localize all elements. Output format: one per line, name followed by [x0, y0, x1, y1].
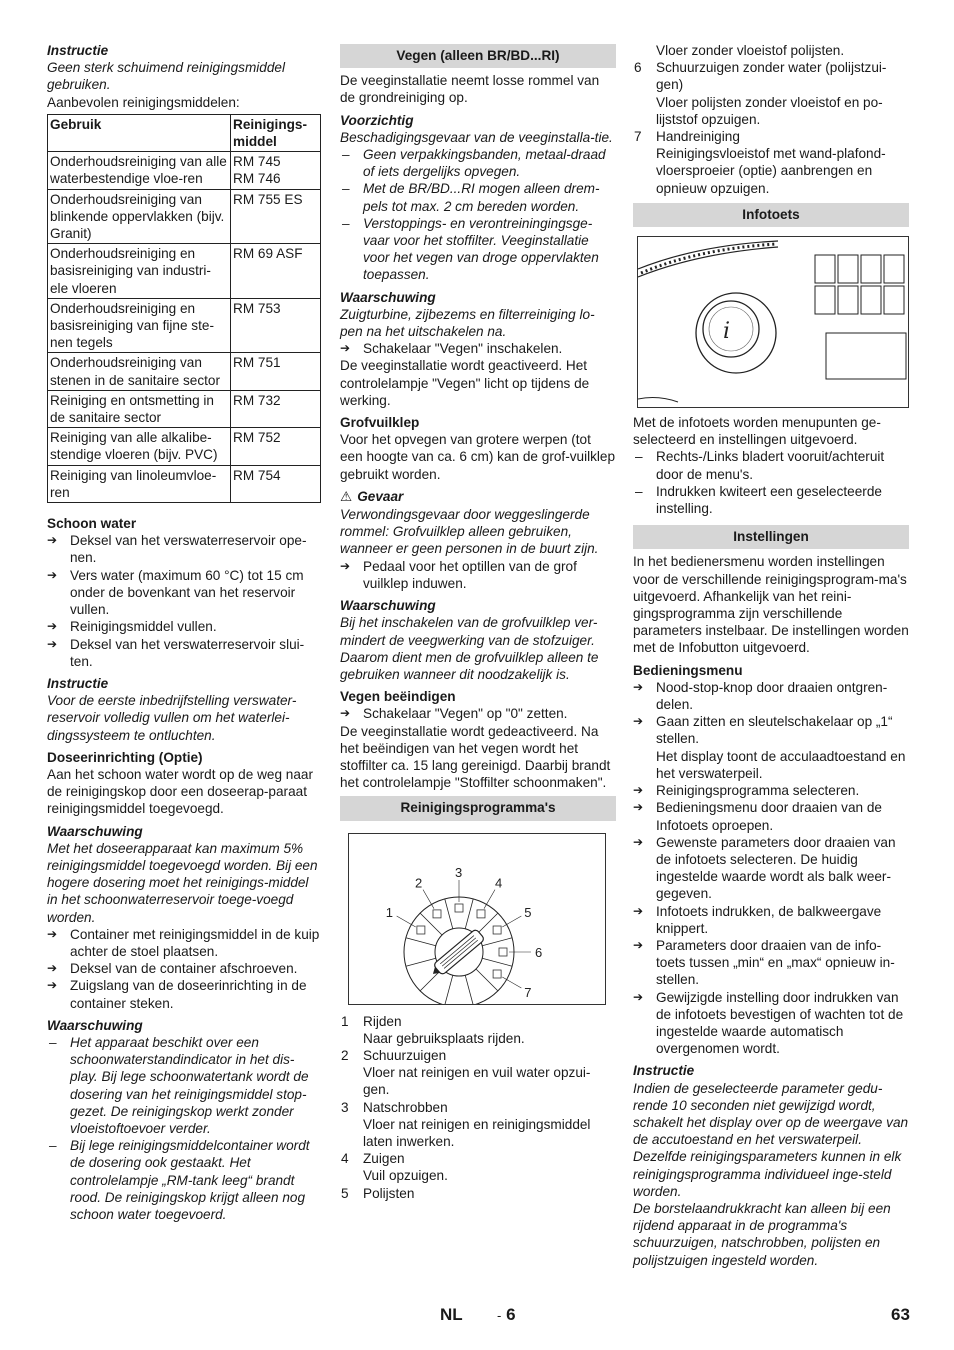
table-cell-middel: RM 751	[231, 353, 321, 390]
dial-sector-line	[465, 975, 473, 1004]
inst-text: In het bedienersmenu worden instellingen voor de verschillende reinigingsprogram-ma's uitgevoerd. Afhankelijk van het reini-gingsprogramma zijn verschillende parameters instelbaar. De instellingen worden met de Infobutton uitgevoerd.	[633, 554, 909, 656]
info-knob	[696, 293, 776, 373]
dose-steps	[47, 926, 321, 1012]
infotoets-figure	[637, 236, 909, 408]
table-row	[48, 298, 321, 353]
program-icon	[493, 970, 501, 978]
program-list	[340, 1013, 616, 1202]
footer-page: 63	[891, 1305, 910, 1324]
program-desc: Vloer nat reinigen en reinigingsmiddel laten inwerken.	[363, 1116, 591, 1149]
program-title: Schuurzuigen	[363, 1047, 447, 1063]
instructie-text2: De borstelaandrukkracht kan alleen bij een rijdend apparaat in de programma's schuurzuigen, natschrobben, polijsten en polijstzuigen ingesteld worden.	[633, 1200, 891, 1268]
table-header-middel: Reinigings-middel	[231, 114, 321, 151]
menu-steps	[633, 679, 909, 1057]
program-icon	[493, 926, 501, 934]
dial-sector-line	[445, 975, 453, 1004]
program-title: Zuigen	[363, 1151, 405, 1167]
warning-triangle-icon: ⚠	[340, 488, 353, 505]
table-row	[48, 189, 321, 244]
program-desc: Vloer nat reinigen en vuil water opzui-gen.	[363, 1065, 591, 1098]
dial-sector-line	[482, 937, 512, 945]
menu-step: ➔ Nood-stop-knop door draaien ontgren-delen.	[633, 679, 909, 713]
step-item: ➔ Deksel van het verswaterreservoir ope-nen.	[47, 532, 321, 566]
warn2-text: Bij het inschakelen van de grofvuilklep ver-mindert de veegwerking van de stofzuiger. Daarom dient men de grofvuilklep alleen te gebruiken wanneer dit noodzakelijk is.	[340, 615, 599, 682]
table-cell-middel: RM 69 ASF	[231, 244, 321, 299]
table-row	[48, 465, 321, 502]
program-number: 1	[341, 1013, 349, 1029]
table-cell-gebruik: Onderhoudsreiniging en basisreiniging van fijne ste-nen tegels	[48, 298, 231, 353]
program-dial-drawing	[349, 834, 605, 1004]
step-vegen-on: ➔ Schakelaar "Vegen" inschakelen.	[340, 340, 616, 357]
table-body	[48, 152, 321, 503]
column-left	[47, 42, 321, 1223]
column-middle	[340, 42, 616, 1202]
table-cell-gebruik: Onderhoudsreiniging en basisreiniging van industri-ele vloeren	[48, 244, 231, 299]
table-header-row	[48, 114, 321, 151]
warn1-text: Met het doseerapparaat kan maximum 5% reinigingsmiddel toegevoegd worden. Bij een hogere dosering moet het reinigings-middel in het schoonwaterreservoir toege-voegd worden.	[47, 840, 318, 925]
schoon-water-steps	[47, 532, 321, 670]
program-title: Schuurzuigen zonder water (polijstzui-gen)	[656, 60, 887, 93]
step-item: ➔ Vers water (maximum 60 °C) tot 15 cm onder de bovenkant van het reservoir vullen.	[47, 567, 321, 619]
table-cell-gebruik: Reiniging van alle alkalibe-stendige vloeren (bijv. PVC)	[48, 428, 231, 465]
schoon-water-title: Schoon water	[47, 516, 137, 532]
dial-sector-line	[406, 937, 436, 945]
info-i-icon: i	[723, 319, 731, 345]
dial-sector-line	[482, 958, 512, 966]
step-item: ➔ Deksel van de container afschroeven.	[47, 960, 321, 977]
warning-item: – Bij lege reinigingsmiddelcontainer wordt de dosering ook gestaakt. Het controlelampje „RM-tank leeg“ brandt rood. De reinigingskop krijgt alleen nog schoon water toegevoerd.	[47, 1137, 321, 1223]
dial-label: 5	[524, 904, 532, 920]
caution-item: – Geen verpakkingsbanden, metaal-draad of iets dergelijks opvegen.	[340, 146, 616, 180]
dial-sector-line	[406, 958, 436, 966]
einde-para: De veeginstallatie wordt gedeactiveerd. Na het beëindigen van het vegen wordt het stoffilter ca. 15 lang gereinigd. Daarbij brandt het controlelampje "Stoffilter schoonmaken".	[340, 723, 611, 791]
menu-step: ➔ Parameters door draaien van de info-toets tussen „min“ en „max“ opnieuw in-stellen.	[633, 937, 909, 989]
table-cell-middel: RM 753	[231, 298, 321, 353]
table-row	[48, 390, 321, 427]
caution-item: – Met de BR/BD...RI mogen alleen drem-pels tot max. 2 cm bereden worden.	[340, 180, 616, 214]
menu-step: ➔ Gaan zitten en sleutelschakelaar op „1“ stellen.	[633, 713, 909, 747]
table-row	[48, 353, 321, 390]
menu-step: ➔ Gewijzigde instelling door indrukken van de infotoets bevestigen of wachten tot de ingestelde waarde automatisch overgenomen wordt.	[633, 989, 909, 1058]
column-right	[633, 42, 909, 1269]
dial-label: 6	[535, 944, 543, 960]
info-item: – Rechts-/Links bladert vooruit/achteruit door de menu's.	[633, 448, 909, 482]
program-desc: Vuil opzuigen.	[363, 1168, 448, 1184]
table-row	[48, 428, 321, 465]
inst-header: Instellingen	[633, 525, 909, 549]
menu-step: ➔ Reinigingsprogramma selecteren.	[633, 782, 909, 799]
table-row	[48, 152, 321, 189]
table-cell-gebruik: Reiniging en ontsmetting in de sanitaire sector	[48, 390, 231, 427]
instructie-title: Instructie	[633, 1063, 695, 1079]
program-desc: Reinigingsvloeistof met wand-plafond-vloersproeier (optie) aanbrengen en opnieuw opzuigen.	[656, 146, 886, 196]
program-desc: Vloer polijsten zonder vloeistof en po-lijststof opzuigen.	[656, 94, 883, 127]
footer-subpage-num: 6	[506, 1305, 516, 1324]
program-list-cont	[633, 59, 909, 197]
program-number: 7	[634, 129, 642, 145]
vegen-para: De veeginstallatie wordt geactiveerd. Het controlelampje "Vegen" licht op tijdens de werking.	[340, 358, 590, 408]
step-item: ➔ Container met reinigingsmiddel in de kuip achter de stoel plaatsen.	[47, 926, 321, 960]
program-icon	[433, 909, 441, 917]
dial-sector-line	[465, 898, 473, 928]
program-title: Natschrobben	[363, 1099, 448, 1115]
dial-sector-line	[420, 913, 442, 935]
program-item	[340, 1150, 616, 1167]
voorzichtig-text: Beschadigingsgevaar van de veeginstalla-tie.	[340, 129, 613, 145]
dial-sector-line	[476, 969, 498, 991]
program-number: 3	[341, 1099, 349, 1115]
gevaar-heading	[340, 488, 616, 506]
dose-title: Doseerinrichting (Optie)	[47, 749, 203, 765]
prog-header: Reinigingsprogramma's	[340, 796, 616, 820]
instructie-text: Geen sterk schuimend reinigingsmiddel gebruiken.	[47, 60, 286, 93]
voorzichtig-items	[340, 146, 616, 284]
dial-sector-line	[445, 898, 453, 928]
vegen-header: Vegen (alleen BR/BD...RI)	[340, 44, 616, 68]
instructie2-title: Instructie	[47, 675, 109, 691]
program-desc: Naar gebruiksplaats rijden.	[363, 1030, 525, 1046]
dial-label: 1	[385, 904, 393, 920]
table-cell-middel: RM 754	[231, 465, 321, 502]
table-row	[48, 244, 321, 299]
voorzichtig-title: Voorzichtig	[340, 112, 414, 128]
program-icon	[455, 904, 463, 912]
warn-text: Zuigturbine, zijbezems en filterreiniging lo-pen na het uitschakelen na.	[340, 306, 595, 340]
warn2-title: Waarschuwing	[340, 598, 436, 614]
info-item: – Indrukken kwiteert een geselecteerde instelling.	[633, 483, 909, 517]
program-title: Handreiniging	[656, 129, 740, 145]
step-item: ➔ Reinigingsmiddel vullen.	[47, 618, 321, 635]
gevaar-title: Gevaar	[357, 488, 404, 504]
dose-text: Aan het schoon water wordt op de weg naar de reinigingskop door een doseerap-paraat reinigingsmiddel toegevoegd.	[47, 766, 314, 817]
program-item	[340, 1185, 616, 1202]
instructie2-text: Voor de eerste inbedrijfstelling verswater-reservoir volledig vullen om het waterlei-dingssysteem te ontluchten.	[47, 693, 297, 743]
info-items	[633, 448, 909, 517]
table-cell-gebruik: Onderhoudsreiniging van blinkende oppervlakken (bijv. Granit)	[48, 189, 231, 244]
step-item: ➔ Deksel van het verswaterreservoir slui-ten.	[47, 636, 321, 670]
program-item	[340, 1047, 616, 1064]
table-header-gebruik: Gebruik	[48, 114, 231, 151]
program-item	[340, 1013, 616, 1030]
info-header: Infotoets	[633, 203, 909, 227]
warn2-items	[47, 1034, 321, 1223]
program-number: 5	[341, 1185, 349, 1201]
infotoets-drawing	[638, 237, 908, 407]
warn2-title: Waarschuwing	[47, 1017, 143, 1033]
caution-item: – Verstoppings- en verontreiningingsge-vaar voor het stoffilter. Veeginstallatie voor het vegen van droge oppervlakten toepassen.	[340, 215, 616, 284]
program-number: 4	[341, 1151, 349, 1167]
einde-title: Vegen beëindigen	[340, 689, 456, 705]
table-cell-middel: RM 745 RM 746	[231, 152, 321, 189]
dial-label: 4	[495, 875, 503, 891]
footer-subpage: - 6	[497, 1305, 516, 1324]
grof-title: Grofvuilklep	[340, 415, 420, 431]
program-title: Polijsten	[363, 1185, 415, 1201]
button-grid	[815, 255, 906, 379]
program-item	[340, 1099, 616, 1116]
info-text: Met de infotoets worden menupunten ge-selecteerd en instellingen uitgevoerd.	[633, 415, 881, 448]
program-icon	[477, 909, 485, 917]
program-number: 2	[341, 1047, 349, 1063]
dial-label: 3	[455, 864, 463, 880]
table-cell-gebruik: Onderhoudsreiniging van alle waterbestendige vloe-ren	[48, 152, 231, 189]
instructie-text1: Indien de geselecteerde parameter gedu-rende 10 seconden niet gewijzigd wordt, schakelt het display over op de weergave van de accutoestand en het verswaterpeil. Dezelfde reinigingsparameters kunnen in elk reinigingsprogramma individueel inge-steld worden.	[633, 1080, 909, 1199]
step-item: ➔ Zuigslang van de doseerinrichting in de container steken.	[47, 977, 321, 1011]
program-title: Rijden	[363, 1013, 402, 1029]
instructie-title: Instructie	[47, 43, 109, 58]
warn1-title: Waarschuwing	[47, 823, 143, 839]
recommended-label: Aanbevolen reinigingsmiddelen:	[47, 94, 240, 110]
program-item	[633, 59, 909, 93]
program-icon	[499, 948, 507, 956]
warn-title: Waarschuwing	[340, 289, 436, 305]
table-cell-middel: RM 755 ES	[231, 189, 321, 244]
program-dial-figure	[348, 833, 606, 1005]
program-number: 6	[634, 60, 642, 76]
menu-step: ➔ Bedieningsmenu door draaien van de Infotoets oproepen.	[633, 799, 909, 833]
table-cell-gebruik: Onderhoudsreiniging van stenen in de sanitaire sector	[48, 353, 231, 390]
step-pedal: ➔ Pedaal voor het optillen van de grof vuilklep induwen.	[340, 558, 616, 592]
dial-label: 7	[524, 984, 532, 1000]
footer-lang: NL	[440, 1305, 463, 1324]
warning-item: – Het apparaat beschikt over een schoonwaterstandindicator in het dis-play. Bij lege schoonwatertank wordt de dosering van het reinigingsmiddel stop-gezet. De reinigingskop werkt zonder vloeistoftoevoer verder.	[47, 1034, 321, 1137]
dial-label: 2	[415, 875, 423, 891]
table-cell-middel: RM 752	[231, 428, 321, 465]
prog5-desc: Vloer zonder vloeistof polijsten.	[656, 43, 845, 58]
grof-text: Voor het opvegen van grotere werpen (tot een hoogte van ca. 6 cm) kan de grof-vuilklep gebruikt worden.	[340, 432, 616, 482]
menu-step: ➔ Infotoets indrukken, de balkweergave knippert.	[633, 903, 909, 937]
menu-step: ➔ Gewenste parameters door draaien van de infotoets selecteren. De huidig ingestelde waarde wordt als balk weer-gegeven.	[633, 834, 909, 903]
step-vegen-off: ➔ Schakelaar "Vegen" op "0" zetten.	[340, 705, 616, 722]
table-cell-middel: RM 732	[231, 390, 321, 427]
detergent-table	[47, 114, 321, 503]
menu-step-extra: Het display toont de acculaadtoestand en het verswaterpeil.	[656, 748, 906, 781]
vegen-text: De veeginstallatie neemt losse rommel van de grondreiniging op.	[340, 73, 600, 106]
menu-title: Bedieningsmenu	[633, 662, 743, 678]
table-cell-gebruik: Reiniging van linoleumvloe-ren	[48, 465, 231, 502]
gevaar-text: Verwondingsgevaar door weggeslingerde rommel: Grofvuilklep alleen gebruiken, wanneer er geen personen in de buurt zijn.	[340, 507, 599, 557]
program-icon	[417, 926, 425, 934]
program-item	[633, 128, 909, 145]
